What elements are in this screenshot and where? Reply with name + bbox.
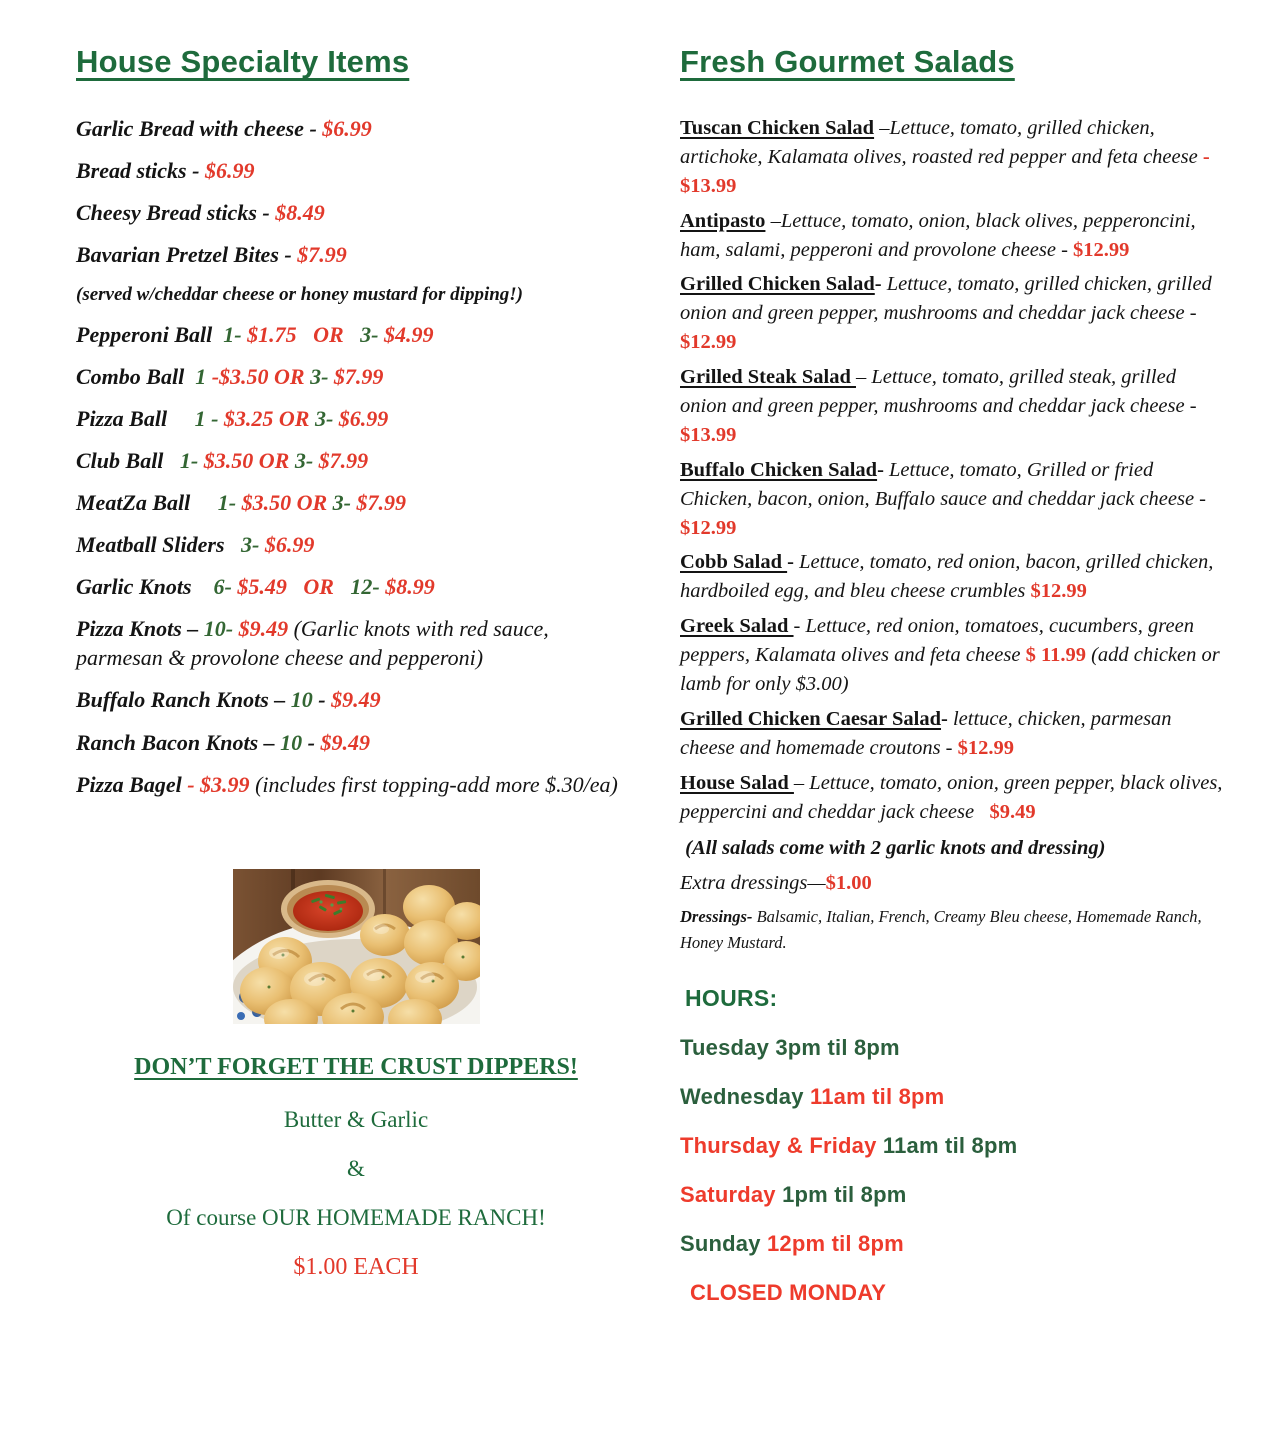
text-segment: Buffalo Chicken Salad — [680, 458, 878, 481]
text-segment: (add chicken or lamb for only $3.00) — [680, 644, 1225, 696]
text-segment: (served w/cheddar cheese or honey mustard for dipping!) — [76, 284, 524, 306]
text-segment: 1- — [212, 322, 248, 348]
text-segment: – — [181, 616, 204, 642]
text-segment: Sunday — [680, 1231, 767, 1257]
text-segment: 3- — [343, 322, 384, 348]
text-segment: $12.99 — [680, 331, 737, 354]
note-all-salads — [680, 834, 1226, 863]
text-segment: $4.99 — [384, 322, 434, 348]
text-segment: Grilled Chicken Caesar Salad — [680, 707, 942, 730]
menu-item-meatza-ball — [76, 488, 636, 517]
hours-closed-monday — [680, 1280, 1226, 1306]
dressings-list — [680, 904, 1226, 955]
text-segment: - — [186, 158, 205, 184]
text-segment: $7.99 — [356, 490, 406, 516]
specialty-items-list — [76, 114, 636, 799]
salad-cobb — [680, 548, 1226, 606]
text-segment: Garlic Knots — [76, 574, 192, 600]
menu-item-buffalo-ranch-knots — [76, 685, 636, 714]
text-segment: House Salad — [680, 771, 794, 794]
text-segment: Ranch Bacon Knots — [76, 729, 259, 755]
text-segment: - — [312, 687, 332, 713]
menu-item-club-ball — [76, 446, 636, 475]
menu-item-cheesy-bread-sticks — [76, 198, 636, 227]
text-segment: $8.49 — [275, 200, 325, 226]
salad-grilled-steak — [680, 363, 1226, 450]
text-segment: $7.99 — [297, 242, 347, 268]
text-segment: 3- — [314, 406, 339, 432]
salad-grilled-chicken — [680, 270, 1226, 357]
salad-tuscan-chicken — [680, 114, 1226, 201]
text-segment: Saturday — [680, 1182, 783, 1208]
text-segment: Greek Salad — [680, 615, 794, 638]
house-specialty-title: House Specialty Items — [76, 44, 410, 79]
text-segment: (Garlic knots with red sauce, parmesan & provolone cheese and pepperoni) — [76, 616, 555, 671]
text-segment: lettuce, chicken, parmesan cheese and homemade croutons - — [680, 707, 1177, 759]
menu-item-ranch-bacon-knots — [76, 728, 636, 757]
menu-item-bread-sticks — [76, 156, 636, 185]
text-segment: $5.49 OR — [237, 574, 334, 600]
text-segment: – — [268, 687, 291, 713]
text-segment: Meatball Sliders — [76, 532, 225, 558]
text-segment: $12.99 — [1073, 238, 1130, 261]
text-segment: (includes first topping-add more $.30/ea) — [255, 771, 618, 797]
hours-sunday — [680, 1231, 1226, 1257]
right-column — [680, 44, 1226, 1306]
text-segment: – Lettuce, tomato, grilled steak, grilled onion and green pepper, mushrooms and cheddar jack cheese - — [680, 366, 1202, 418]
menu-item-bavarian-pretzel-bites — [76, 240, 636, 269]
hours-heading: HOURS: — [685, 985, 778, 1012]
left-column — [76, 44, 636, 1306]
menu-item-garlic-knots — [76, 572, 636, 601]
text-segment: –Lettuce, tomato, onion, black olives, pepperoncini, ham, salami, pepperoni and provolone cheese - — [680, 209, 1201, 261]
text-segment: - — [877, 458, 884, 481]
text-segment: $9.49 — [331, 687, 381, 713]
text-segment: Bavarian Pretzel Bites - — [76, 242, 298, 268]
extra-dressings — [680, 869, 1226, 898]
text-segment: Pizza Knots — [76, 616, 182, 642]
text-segment: - — [256, 200, 276, 226]
crust-price: $1.00 EACH — [293, 1253, 419, 1280]
text-segment: – Lettuce, tomato, onion, green pepper, black olives, peppercini and cheddar jack cheese — [680, 771, 1228, 823]
text-segment: Pepperoni Ball — [76, 322, 213, 348]
text-segment: 11am til 8pm — [882, 1133, 1018, 1159]
salad-buffalo-chicken — [680, 456, 1226, 543]
text-segment: $1.75 OR — [247, 322, 344, 348]
text-segment: $8.99 — [385, 574, 435, 600]
text-segment: Wednesday — [680, 1084, 810, 1110]
text-segment: Combo Ball — [76, 364, 185, 390]
text-segment: $9.49 — [238, 616, 294, 642]
text-segment: Thursday & Friday — [680, 1133, 883, 1159]
text-segment: Grilled Steak Salad — [680, 366, 856, 389]
menu-item-pizza-knots — [76, 614, 636, 672]
text-segment: $6.99 — [204, 158, 255, 184]
text-segment: $7.99 — [333, 364, 384, 390]
text-segment: $7.99 — [318, 448, 369, 474]
text-segment: 1 - — [167, 406, 224, 432]
crust-ampersand: & — [347, 1155, 365, 1181]
text-segment: - — [874, 273, 882, 296]
text-segment: $9.49 — [320, 729, 370, 755]
text-segment: 10 — [290, 687, 313, 713]
text-segment: - — [941, 707, 948, 730]
menu-item-meatball-sliders — [76, 530, 636, 559]
salad-antipasto — [680, 207, 1226, 265]
text-segment: -$3.50 OR — [211, 364, 311, 390]
salad-greek — [680, 612, 1226, 699]
text-segment: $6.99 — [264, 532, 315, 558]
text-segment: 10- — [203, 616, 239, 642]
text-segment: 1- — [163, 448, 204, 474]
text-segment: Lettuce, tomato, grilled chicken, grilled onion and green pepper, mushrooms and cheddar jack cheese - — [680, 273, 1217, 325]
crust-dippers-heading: DON’T FORGET THE CRUST DIPPERS! — [134, 1053, 578, 1080]
crust-flavor-butter-garlic: Butter & Garlic — [283, 1106, 429, 1132]
text-segment: 12- — [333, 574, 386, 600]
text-segment: Bread sticks — [76, 158, 187, 184]
garlic-knots-photo-art — [233, 869, 480, 1024]
note-pretzel-dipping — [76, 282, 636, 307]
text-segment: $3.50 OR — [241, 490, 333, 516]
text-segment: 3- — [310, 364, 334, 390]
crust-flavor-ranch: Of course OUR HOMEMADE RANCH! — [166, 1204, 546, 1230]
text-segment: 11am til 8pm — [809, 1084, 945, 1110]
text-segment: Cheesy Bread sticks — [76, 200, 257, 226]
text-segment: $1.00 — [825, 872, 872, 895]
text-segment: - — [787, 551, 794, 574]
text-segment: 1pm til 8pm — [782, 1182, 907, 1208]
text-segment: Pizza Ball — [76, 406, 168, 432]
text-segment: Grilled Chicken Salad — [680, 273, 875, 296]
text-segment: 3- — [294, 448, 319, 474]
text-segment: $3.50 OR — [203, 448, 295, 474]
text-segment: (All salads come with 2 garlic knots and dressing) — [680, 837, 1106, 860]
text-segment: Balsamic, Italian, French, Creamy Bleu cheese, Homemade Ranch, Honey Mustard. — [680, 907, 1206, 952]
text-segment: Pizza Bagel — [76, 771, 182, 797]
text-segment: Garlic Bread with cheese — [76, 116, 304, 141]
text-segment: - Lettuce, red onion, tomatoes, cucumbers, green peppers, Kalamata olives and feta cheese — [680, 615, 1200, 667]
text-segment: Buffalo Ranch Knots — [76, 687, 269, 713]
text-segment: $3.25 OR — [223, 406, 315, 432]
text-segment: Extra dressings— — [680, 872, 826, 895]
text-segment: Cobb Salad — [680, 551, 788, 574]
hours-tuesday — [680, 1035, 1226, 1061]
text-segment: 3- — [332, 490, 357, 516]
text-segment: - — [302, 729, 321, 755]
hours-list — [680, 1035, 1226, 1306]
text-segment: $12.99 — [680, 516, 737, 539]
text-segment: – — [258, 729, 281, 755]
text-segment: $ 11.99 — [1025, 644, 1086, 667]
menu-item-combo-ball — [76, 362, 636, 391]
text-segment: 10 — [280, 729, 303, 755]
text-segment: $6.99 — [338, 406, 389, 432]
menu-item-garlic-bread-with-cheese — [76, 114, 636, 143]
text-segment: MeatZa Ball — [76, 490, 191, 516]
text-segment: 1- — [190, 490, 242, 516]
text-segment: Lettuce, tomato, Grilled or fried Chicken, bacon, onion, Buffalo sauce and cheddar jack cheese - — [680, 458, 1212, 510]
menu-item-pizza-ball — [76, 404, 636, 433]
text-segment: $12.99 — [1030, 580, 1087, 603]
text-segment: Lettuce, tomato, red onion, bacon, grilled chicken, hardboiled egg, and bleu cheese crumbles — [680, 551, 1219, 603]
text-segment: Tuesday 3pm til 8pm — [680, 1035, 900, 1061]
text-segment: Antipasto — [680, 209, 766, 232]
text-segment: 3- — [224, 532, 265, 558]
text-segment: Tuscan Chicken Salad — [680, 117, 875, 139]
text-segment: $12.99 — [957, 736, 1014, 759]
text-segment: - — [303, 116, 323, 141]
text-segment: - $13.99 — [680, 145, 1215, 197]
salad-grilled-chicken-caesar — [680, 705, 1226, 763]
text-segment: $9.49 — [989, 800, 1036, 823]
hours-thursday-friday — [680, 1133, 1226, 1159]
salad-house — [680, 769, 1226, 827]
garlic-knots-photo — [233, 869, 480, 1024]
hours-wednesday — [680, 1084, 1226, 1110]
text-segment: 12pm til 8pm — [766, 1231, 904, 1257]
text-segment: Club Ball — [76, 448, 164, 474]
hours-saturday — [680, 1182, 1226, 1208]
salads-list — [680, 114, 1226, 955]
text-segment: CLOSED MONDAY — [690, 1280, 887, 1306]
fresh-salads-title: Fresh Gourmet Salads — [680, 44, 1015, 79]
text-segment: 1 — [184, 364, 212, 390]
text-segment: $6.99 — [322, 116, 372, 141]
text-segment: - $3.99 — [181, 771, 256, 797]
menu-item-pepperoni-ball — [76, 320, 636, 349]
crust-dippers-section — [76, 1054, 636, 1281]
menu-item-pizza-bagel — [76, 770, 636, 799]
text-segment: –Lettuce, tomato, grilled chicken, artichoke, Kalamata olives, roasted red pepper and feta cheese — [680, 117, 1198, 168]
text-segment: Dressings- — [680, 907, 753, 927]
text-segment: 6- — [191, 574, 238, 600]
text-segment: $13.99 — [680, 423, 737, 446]
